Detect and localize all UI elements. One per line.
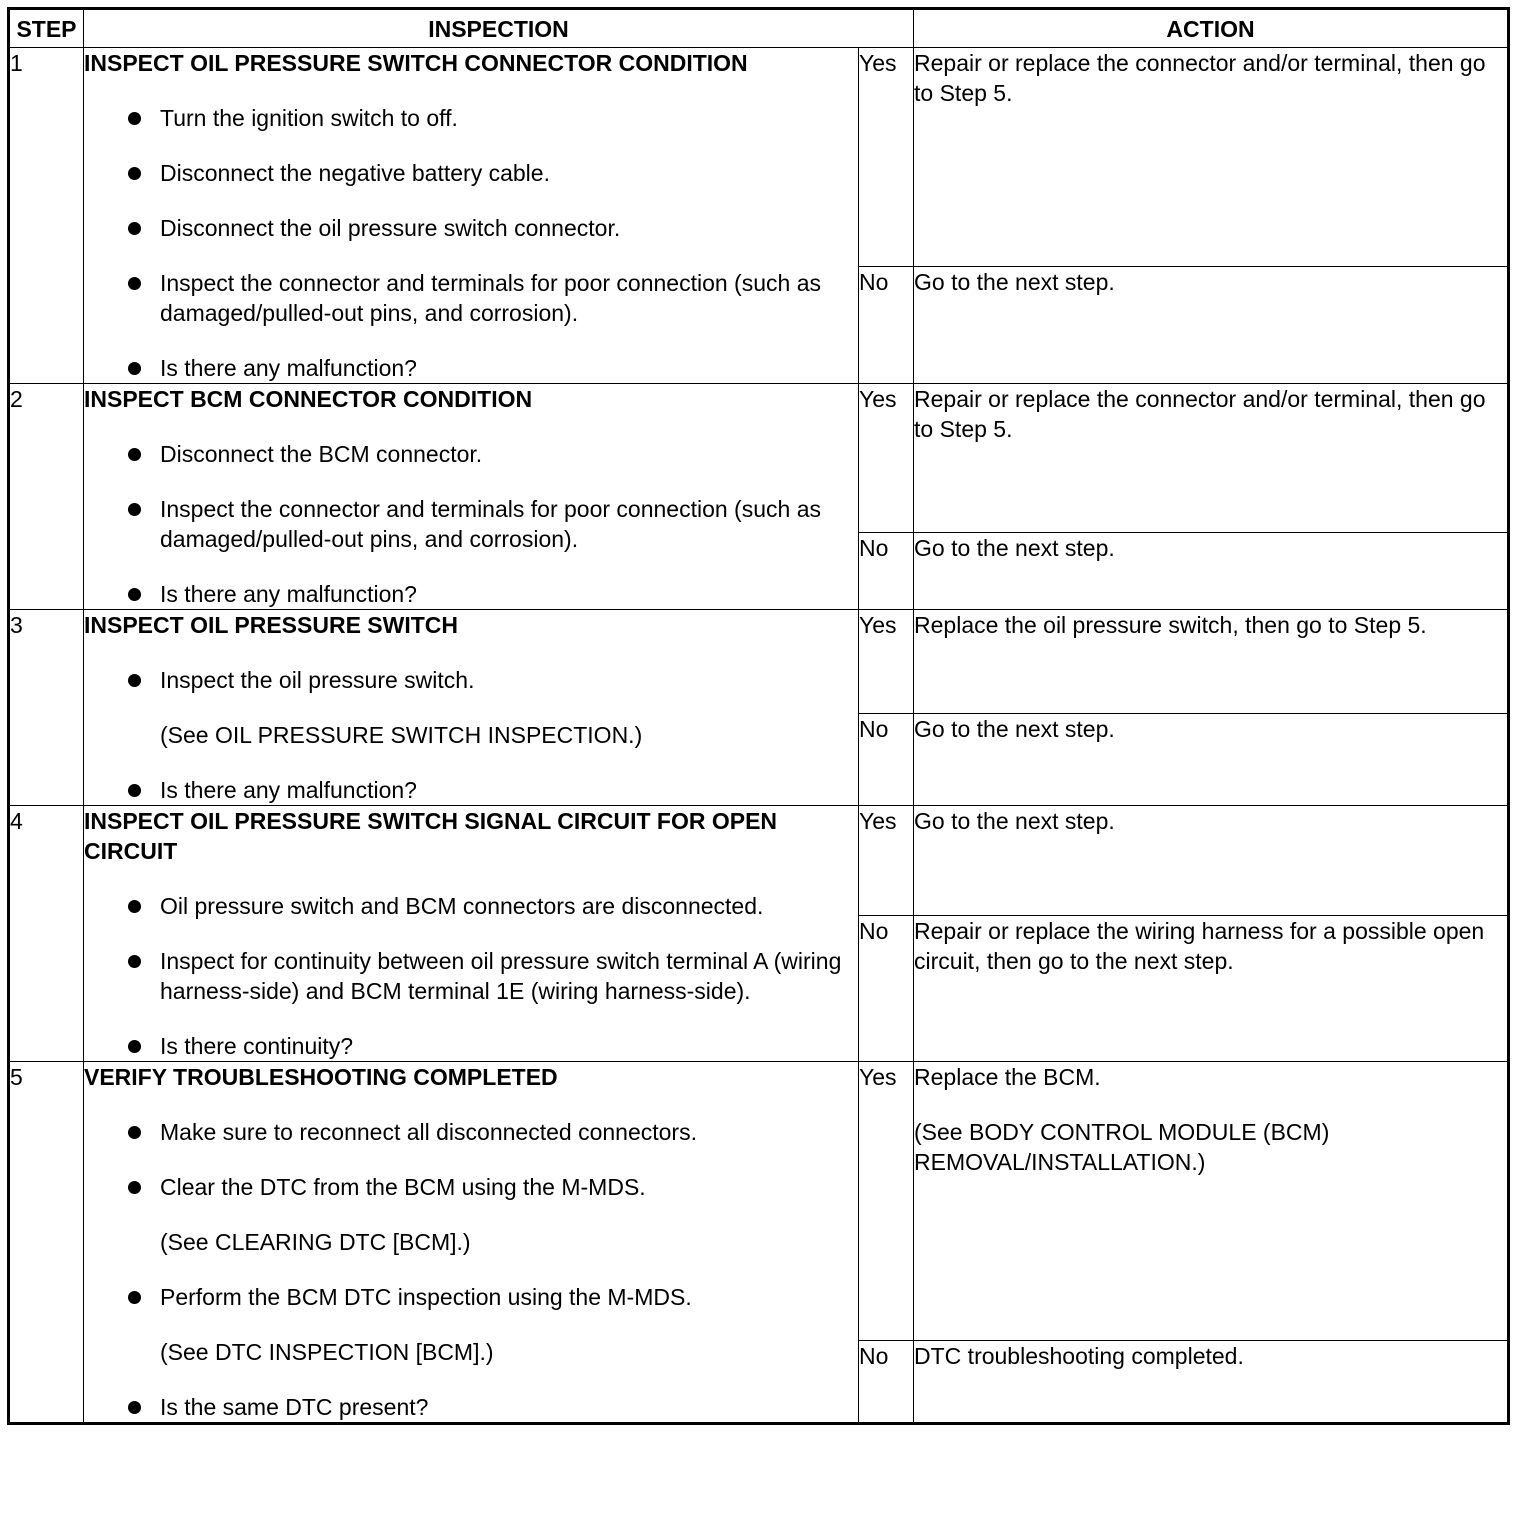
reference-note: (See DTC INSPECTION [BCM].) <box>160 1339 494 1365</box>
step-number: 5 <box>9 1062 84 1424</box>
step-title: INSPECT OIL PRESSURE SWITCH <box>84 612 459 638</box>
no-action: Repair or replace the wiring harness for a possible open circuit, then go to the next step. <box>914 916 1509 1062</box>
checklist-item: Make sure to reconnect all disconnected connectors. <box>84 1117 858 1147</box>
yes-label: Yes <box>859 48 914 267</box>
checklist-item: Inspect the oil pressure switch. <box>84 665 858 695</box>
no-label: No <box>859 916 914 1062</box>
checklist-item: Inspect the connector and terminals for poor connection (such as damaged/pulled-out pins, and corrosion). <box>84 494 858 554</box>
checklist-item: Clear the DTC from the BCM using the M-MDS. <box>84 1172 858 1202</box>
step-2-checklist <box>84 439 858 609</box>
step-3-yes-row <box>9 610 1509 714</box>
step-5-checklist <box>84 1117 858 1422</box>
no-action: Go to the next step. <box>914 267 1509 384</box>
no-label: No <box>859 1341 914 1424</box>
step-number: 2 <box>9 384 84 610</box>
yes-label: Yes <box>859 384 914 533</box>
inspection-column-header: INSPECTION <box>84 9 914 48</box>
step-title: INSPECT BCM CONNECTOR CONDITION <box>84 386 533 412</box>
no-label: No <box>859 533 914 610</box>
checklist-item: Inspect for continuity between oil pressure switch terminal A (wiring harness-side) and BCM terminal 1E (wiring harness-side). <box>84 946 858 1006</box>
step-title: INSPECT OIL PRESSURE SWITCH CONNECTOR CONDITION <box>84 50 748 76</box>
checklist-item: Is there any malfunction? <box>84 579 858 609</box>
yes-label: Yes <box>859 610 914 714</box>
step-2-inspection <box>84 384 859 610</box>
step-2-yes-row <box>9 384 1509 533</box>
step-column-header: STEP <box>9 9 84 48</box>
yes-action: Replace the oil pressure switch, then go to Step 5. <box>914 610 1509 714</box>
checklist-item: Is there any malfunction? <box>84 775 858 805</box>
no-action: DTC troubleshooting completed. <box>914 1341 1509 1424</box>
no-label: No <box>859 714 914 806</box>
yes-action: Replace the BCM. <box>914 1064 1101 1090</box>
step-number: 3 <box>9 610 84 806</box>
yes-action-cell <box>914 1062 1509 1341</box>
checklist-item: Disconnect the BCM connector. <box>84 439 858 469</box>
yes-action-reference: (See BODY CONTROL MODULE (BCM) REMOVAL/INSTALLATION.) <box>914 1119 1330 1175</box>
checklist-item: Disconnect the oil pressure switch connector. <box>84 213 858 243</box>
no-label: No <box>859 267 914 384</box>
yes-label: Yes <box>859 806 914 916</box>
no-action: Go to the next step. <box>914 714 1509 806</box>
step-3-checklist <box>84 665 858 805</box>
step-1-yes-row <box>9 48 1509 267</box>
step-title: INSPECT OIL PRESSURE SWITCH SIGNAL CIRCUIT FOR OPEN CIRCUIT <box>84 808 778 864</box>
yes-action: Repair or replace the connector and/or terminal, then go to Step 5. <box>914 384 1509 533</box>
step-number: 4 <box>9 806 84 1062</box>
step-1-inspection <box>84 48 859 384</box>
step-number: 1 <box>9 48 84 384</box>
step-title: VERIFY TROUBLESHOOTING COMPLETED <box>84 1064 558 1090</box>
checklist-item: Inspect the connector and terminals for poor connection (such as damaged/pulled-out pins, and corrosion). <box>84 268 858 328</box>
step-3-inspection <box>84 610 859 806</box>
checklist-item: Perform the BCM DTC inspection using the M-MDS. <box>84 1282 858 1312</box>
step-5-inspection <box>84 1062 859 1424</box>
no-action: Go to the next step. <box>914 533 1509 610</box>
action-column-header: ACTION <box>914 9 1509 48</box>
yes-label: Yes <box>859 1062 914 1341</box>
checklist-item: Turn the ignition switch to off. <box>84 103 858 133</box>
checklist-item: Is there continuity? <box>84 1031 858 1061</box>
step-1-checklist <box>84 103 858 383</box>
troubleshooting-table <box>7 7 1510 1425</box>
checklist-item: Is there any malfunction? <box>84 353 858 383</box>
reference-note: (See CLEARING DTC [BCM].) <box>160 1229 471 1255</box>
step-4-checklist <box>84 891 858 1061</box>
checklist-item: Disconnect the negative battery cable. <box>84 158 858 188</box>
step-4-inspection <box>84 806 859 1062</box>
reference-note: (See OIL PRESSURE SWITCH INSPECTION.) <box>160 722 643 748</box>
step-4-yes-row <box>9 806 1509 916</box>
yes-action: Repair or replace the connector and/or terminal, then go to Step 5. <box>914 48 1509 267</box>
step-5-yes-row <box>9 1062 1509 1341</box>
checklist-item: Is the same DTC present? <box>84 1392 858 1422</box>
header-row <box>9 9 1509 48</box>
checklist-item: Oil pressure switch and BCM connectors are disconnected. <box>84 891 858 921</box>
yes-action: Go to the next step. <box>914 806 1509 916</box>
